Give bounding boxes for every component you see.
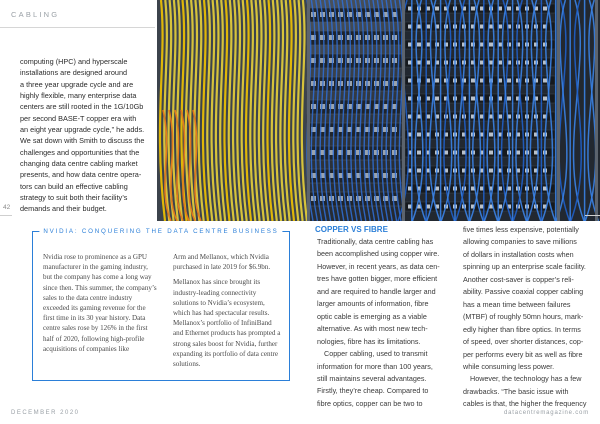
port [392,127,397,132]
intro-line: changing data centre cabling market [20,159,138,169]
article-line-text: Copper cabling, used to transmit [324,349,428,359]
edge-rule-right [585,215,600,216]
intro-line: demands and their budget. [20,204,107,214]
port [320,104,325,109]
intro-line: tors can build an effective cabling [20,181,128,191]
rack-post [595,0,598,221]
article-line: been accomplished using copper wire. [317,249,440,259]
article-line: optic cable is emerging as a viable [317,311,427,321]
article-line: spinning up an enterprise scale facility. [463,262,586,272]
intro-line: presents, and how data centre opera- [20,170,142,180]
port [543,7,547,11]
photo-illustration [157,0,600,221]
article-line: edly higher than fibre optics. In terms [463,324,581,334]
intro-line: centers are still rooted in the 1G/10Gb [20,102,144,112]
rack-post [402,0,405,221]
sidebar-title: NVIDIA: CONQUERING THE DATA CENTRE BUSINESS [39,228,282,235]
rack-post [557,0,560,221]
section-heading: COPPER VS FIBRE [315,225,388,234]
intro-line: challenges and opportunities that the [20,147,140,157]
port [507,7,511,11]
port [435,79,439,83]
port [417,151,421,155]
article-line: drawbacks. “The basic issue with [463,386,569,396]
edge-rule-left [0,215,12,216]
article-line: still maintains several advantages. [317,373,427,383]
port [543,97,547,101]
port [507,79,511,83]
article-line: five times less expensive, potentially [463,225,579,234]
port [471,79,475,83]
port [471,97,475,101]
article-line: Firstly, they’re cheap. Compared to [317,386,429,396]
article-line: and are required to handle larger and [317,286,436,296]
server-rack-cabling-photo [157,0,600,221]
article-line: of dollars in installation costs when [463,249,574,259]
port [507,97,511,101]
article-line: ability. Passive coaxial copper cabling [463,287,584,297]
port [417,43,421,47]
article-line: information for more than 100 years, [317,361,433,371]
intro-line: strategy to suit both their facility’s [20,193,128,203]
port [471,7,475,11]
port [489,169,493,173]
footer-issue-date: DECEMBER 2020 [11,410,80,416]
intro-line: We sat down with Smith to discuss the [20,136,145,146]
article-line: tres have gotten bigger, more efficient [317,274,438,284]
intro-line: per second BASE-T copper era with [20,113,137,123]
article-line: cables is that, the higher the frequency [463,399,587,409]
port [435,7,439,11]
article-line-indented [463,373,587,385]
article-line: has a mean time between failures [463,299,571,309]
sidebar-paragraph: Arm and Mellanox, which Nvidia purchased in late 2019 for $6.9bn. [173,253,271,272]
article-line: However, in recent years, as data cen- [317,261,440,271]
article-line: nologies, fibre has its limitations. [317,336,421,346]
intro-line: computing (HPC) and hyperscale [20,57,128,66]
article-line: while consuming less power. [463,361,555,371]
port [374,150,379,155]
article-line-indented [317,348,453,360]
article-line: alternative. As with most new tech- [317,324,428,334]
article-line: Another cost-saver is copper’s reli- [463,274,574,284]
port [338,58,343,63]
port [365,150,370,155]
port [489,151,493,155]
sidebar-column-2 [173,252,283,374]
rack-post [307,0,310,221]
intro-line: highly flexible, many enterprise data [20,91,137,101]
port [489,43,493,47]
intro-line: a three year upgrade cycle and are [20,79,134,89]
article-line: per performs every bit as well as fibre [463,349,583,359]
sidebar-paragraph: Nvidia rose to prominence as a GPU manufacturer in the gaming industry, but the company has come a long way since then. This summer, the company’s sales to the data centre industry exceeded its gaming revenue for the first time in its 30 year history. Data centre sales rose by 126% in the first half of 2020, following high-profile acquisitions of companies like [43,253,157,353]
sidebar-column-1 [43,252,158,359]
section-label: CABLING [11,10,60,19]
article-line-text: However, the technology has a few [470,374,582,384]
intro-line: an eight year upgrade cycle,” he adds. [20,125,145,135]
article-column-1 [317,236,453,410]
port [338,35,343,40]
article-line: allowing companies to save millions [463,237,577,247]
port [417,133,421,137]
port [435,97,439,101]
nvidia-sidebar-box [32,228,290,381]
footer-website: datacentremagazine.com [504,410,589,416]
article-line: fibre optics, copper can be two to [317,398,423,408]
article-line: Traditionally, data centre cabling has [317,237,434,246]
article-line: larger amounts of information, fibre [317,299,429,309]
intro-line: installations are designed around [20,68,128,78]
header-rule [0,27,155,28]
article-line: of speed, over shorter distances, cop- [463,337,584,347]
port [543,79,547,83]
port [417,169,421,173]
article-line: (MTBF) of roughly 50mn hours, mark- [463,312,584,322]
article-column-2 [463,224,587,411]
intro-text [20,56,153,215]
port [489,133,493,137]
page-number: 42 [3,204,11,211]
sidebar-paragraph: Mellanox has since brought its industry-leading connectivity solutions to Nvidia’s ecosystem, which has had spectacular results. Mellanox’s portfolio of InfiniBand and Ethernet products has prompted a strong sales boost for Nvidia, further expanding its portfolio of data centre solutions. [173,278,281,369]
